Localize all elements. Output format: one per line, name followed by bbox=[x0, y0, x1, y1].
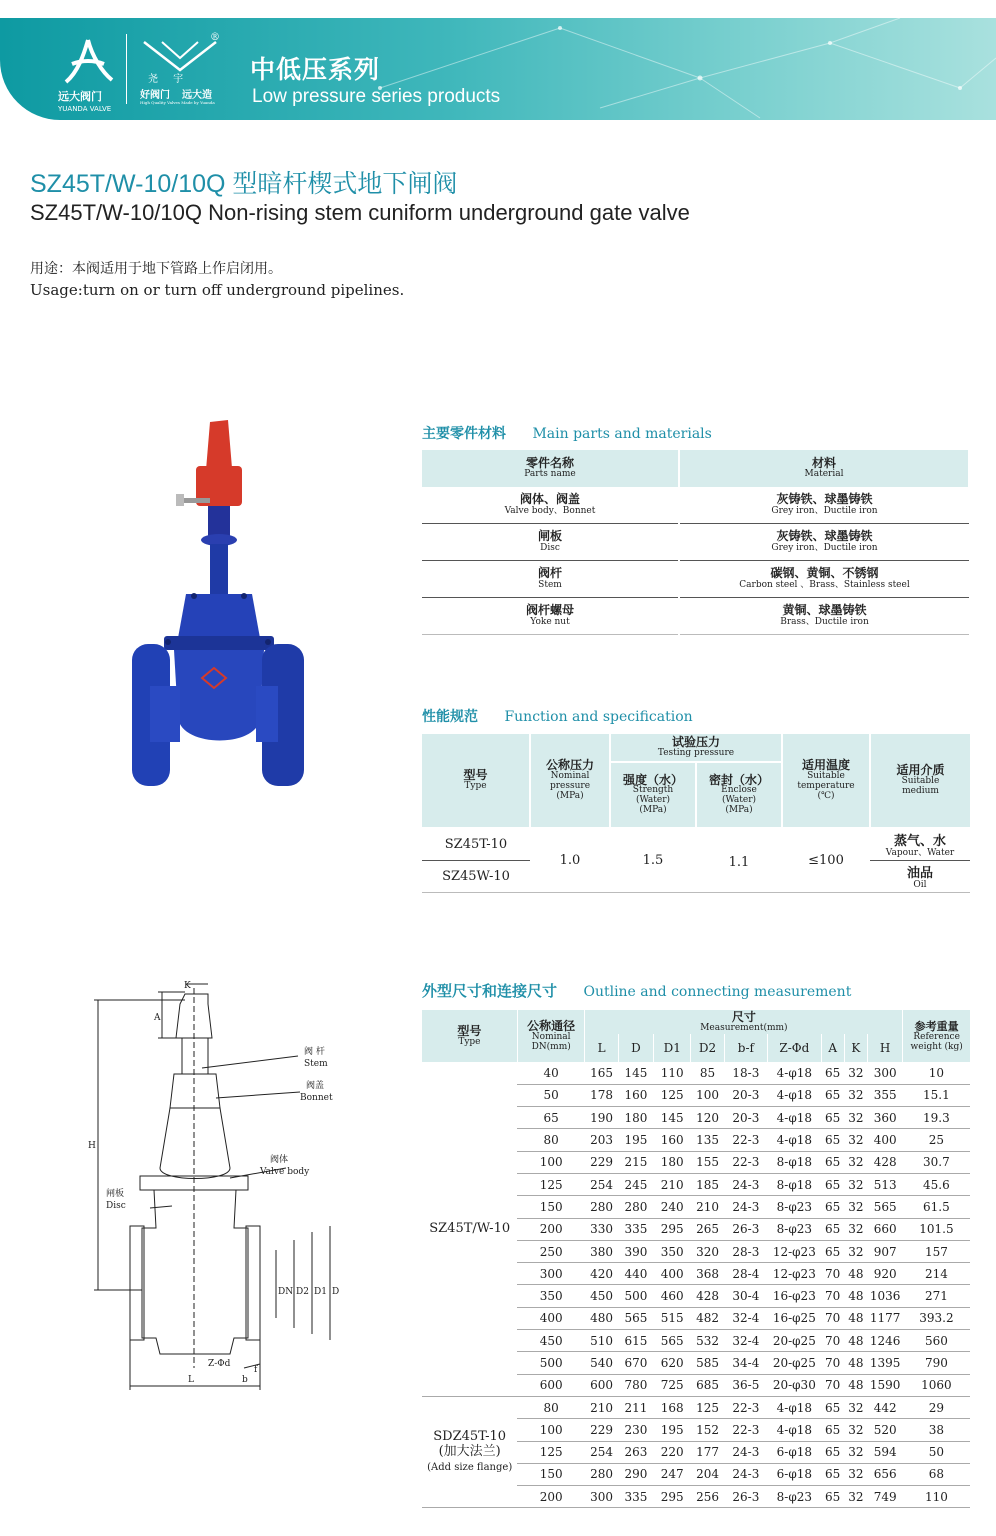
valve-photo bbox=[128, 418, 308, 790]
label-f: f bbox=[254, 1365, 258, 1375]
table-row: 阀体、阀盖 Valve body、Bonnet 灰铸铁、球墨铸铁 Grey iron、Ductile iron bbox=[422, 487, 969, 524]
slogan-small: High Quality Valves Made by Yuanda bbox=[140, 100, 215, 105]
dims-type-cell: SZ45T/W-10 bbox=[422, 1062, 517, 1396]
parts-heading bbox=[422, 423, 712, 443]
label-disc-cn: 闸板 bbox=[106, 1189, 125, 1199]
function-heading-en: Function and specification bbox=[504, 709, 693, 725]
table-row: 200 330 335 295 265 26-3 8-φ23 65 32 660 101.5 bbox=[422, 1218, 970, 1240]
label-body-cn: 阀体 bbox=[270, 1155, 289, 1165]
product-title-cn: SZ45T/W-10/10Q 型暗杆楔式地下闸阀 bbox=[30, 170, 458, 198]
table-row: 600 600 780 725 685 36-5 20-φ30 70 48 1590 1060 bbox=[422, 1374, 970, 1396]
dims-col-d1: D1 bbox=[654, 1034, 691, 1062]
slogan-right: 远大造 bbox=[182, 90, 212, 101]
slogan-left: 好阀门 bbox=[140, 90, 170, 101]
func-col-enclose: 密封（水） Enclose (Water) (MPa) bbox=[696, 762, 782, 828]
table-row: 450 510 615 565 532 32-4 20-φ25 70 48 1246 560 bbox=[422, 1330, 970, 1352]
dims-heading bbox=[422, 980, 851, 1001]
dims-col-a: A bbox=[821, 1034, 844, 1062]
label-l: L bbox=[188, 1375, 194, 1385]
dimension-drawing bbox=[80, 978, 380, 1398]
table-row: 阀杆螺母 Yoke nut 黄铜、球墨铸铁 Brass、Ductile iron bbox=[422, 598, 969, 635]
function-table bbox=[422, 734, 970, 893]
parts-heading-cn: 主要零件材料 bbox=[422, 426, 506, 442]
parts-table bbox=[422, 450, 970, 635]
table-row: 闸板 Disc 灰铸铁、球墨铸铁 Grey iron、Ductile iron bbox=[422, 524, 969, 561]
dims-col-h: H bbox=[867, 1034, 902, 1062]
table-row: 250 380 390 350 320 28-3 12-φ23 65 32 907 157 bbox=[422, 1240, 970, 1262]
usage-en: Usage:turn on or turn off underground pipelines. bbox=[30, 281, 405, 299]
func-col-temp: 适用温度 Suitable temperature (℃) bbox=[782, 734, 870, 828]
registered-mark: ® bbox=[210, 32, 220, 43]
label-a: A bbox=[154, 1013, 161, 1023]
dims-col-d: D bbox=[618, 1034, 653, 1062]
table-row: 200 300 335 295 256 26-3 8-φ23 65 32 749 110 bbox=[422, 1486, 970, 1508]
dims-table bbox=[422, 1010, 970, 1508]
brand-text bbox=[58, 88, 111, 114]
parts-col-name: 零件名称 Parts name bbox=[422, 450, 679, 487]
func-col-type: 型号 Type bbox=[422, 734, 530, 828]
label-stem-cn: 阀 杆 bbox=[304, 1047, 325, 1057]
table-row: 125 254 245 210 185 24-3 8-φ18 65 32 513 45.6 bbox=[422, 1173, 970, 1195]
table-row: 100 229 230 195 152 22-3 4-φ18 65 32 520 38 bbox=[422, 1419, 970, 1441]
dims-col-weight: 参考重量 Reference weight (kg) bbox=[903, 1010, 970, 1062]
product-title-en: SZ45T/W-10/10Q Non-rising stem cuniform underground gate valve bbox=[30, 200, 690, 225]
table-row: 80 203 195 160 135 22-3 4-φ18 65 32 400 25 bbox=[422, 1129, 970, 1151]
trademark-cn: 尧 宇 bbox=[148, 74, 190, 85]
table-row: 400 480 565 515 482 32-4 16-φ25 70 48 1177 393.2 bbox=[422, 1307, 970, 1329]
table-row: 150 280 290 247 204 24-3 6-φ18 65 32 656 68 bbox=[422, 1463, 970, 1485]
dims-type-cell: SDZ45T-10 (加大法兰) (Add size flange) bbox=[422, 1396, 517, 1507]
table-row: 350 450 500 460 428 30-4 16-φ23 70 48 1036 271 bbox=[422, 1285, 970, 1307]
label-d: D bbox=[332, 1287, 340, 1297]
table-row: 50 178 160 125 100 20-3 4-φ18 65 32 355 15.1 bbox=[422, 1084, 970, 1106]
parts-col-material: 材料 Material bbox=[679, 450, 969, 487]
dims-col-d2: D2 bbox=[691, 1034, 724, 1062]
brand-en: YUANDA VALVE bbox=[58, 105, 112, 113]
brand-cn: 远大阀门 bbox=[58, 90, 102, 103]
dims-col-k: K bbox=[844, 1034, 867, 1062]
func-col-testing: 试验压力 Testing pressure bbox=[610, 734, 782, 762]
logo bbox=[58, 32, 228, 113]
label-body-en: Valve body bbox=[260, 1167, 310, 1177]
dims-heading-en: Outline and connecting measurement bbox=[583, 984, 852, 1000]
usage-cn: 用途：本阀适用于地下管路上作启闭用。 bbox=[30, 261, 282, 277]
label-bonnet-en: Bonnet bbox=[300, 1093, 333, 1103]
label-zd: Z-Φd bbox=[208, 1359, 231, 1369]
table-row: SZ45T-10 1.0 1.5 1.1 ≤100 蒸气、水 Vapour、Water bbox=[422, 828, 970, 860]
label-d2: D2 bbox=[296, 1287, 309, 1297]
table-row: 125 254 263 220 177 24-3 6-φ18 65 32 594 50 bbox=[422, 1441, 970, 1463]
label-d1: D1 bbox=[314, 1287, 327, 1297]
function-heading-cn: 性能规范 bbox=[422, 709, 478, 725]
dims-col-measurement: 尺寸 Measurement(mm) bbox=[585, 1010, 903, 1034]
label-stem-en: Stem bbox=[304, 1059, 328, 1069]
table-row: 500 540 670 620 585 34-4 20-φ25 70 48 1395 790 bbox=[422, 1352, 970, 1374]
dims-col-bf: b-f bbox=[724, 1034, 767, 1062]
dims-col-zd: Z-Φd bbox=[768, 1034, 821, 1062]
dims-col-dn: 公称通径 Nominal DN(mm) bbox=[517, 1010, 585, 1062]
table-row: SDZ45T-10 (加大法兰) (Add size flange) 80 210 211 168 125 22-3 4-φ18 65 32 442 29 bbox=[422, 1396, 970, 1418]
func-col-medium: 适用介质 Suitable medium bbox=[870, 734, 970, 828]
table-row: 300 420 440 400 368 28-4 12-φ23 70 48 920 214 bbox=[422, 1263, 970, 1285]
func-col-nominal: 公称压力 Nominal pressure (MPa) bbox=[530, 734, 610, 828]
dims-col-type: 型号 Type bbox=[422, 1010, 517, 1062]
table-row: 65 190 180 145 120 20-3 4-φ18 65 32 360 19.3 bbox=[422, 1107, 970, 1129]
label-bonnet-cn: 阀盖 bbox=[306, 1081, 325, 1091]
yuanda-logo-icon bbox=[58, 34, 118, 90]
label-h: H bbox=[88, 1141, 96, 1151]
series-title-cn: 中低压系列 bbox=[250, 55, 381, 84]
label-k: K bbox=[184, 981, 191, 991]
func-col-strength: 强度（水） Strength (Water) (MPa) bbox=[610, 762, 696, 828]
table-row: 100 229 215 180 155 22-3 8-φ18 65 32 428 30.7 bbox=[422, 1151, 970, 1173]
table-row: SZ45T/W-10 40 165 145 110 85 18-3 4-φ18 65 32 300 10 bbox=[422, 1062, 970, 1084]
label-dn: DN bbox=[278, 1287, 294, 1297]
table-row: 150 280 280 240 210 24-3 8-φ23 65 32 565 61.5 bbox=[422, 1196, 970, 1218]
label-disc-en: Disc bbox=[106, 1201, 126, 1211]
dims-col-l: L bbox=[585, 1034, 618, 1062]
dims-heading-cn: 外型尺寸和连接尺寸 bbox=[422, 982, 558, 1000]
function-heading bbox=[422, 706, 693, 726]
parts-heading-en: Main parts and materials bbox=[532, 426, 712, 442]
table-row: SZ45W-10 油品 Oil bbox=[442, 865, 933, 890]
label-b: b bbox=[242, 1375, 248, 1385]
table-row: 阀杆 Stem 碳钢、黄铜、不锈钢 Carbon steel 、Brass、Stainless steel bbox=[422, 561, 969, 598]
series-title-en: Low pressure series products bbox=[252, 86, 501, 107]
